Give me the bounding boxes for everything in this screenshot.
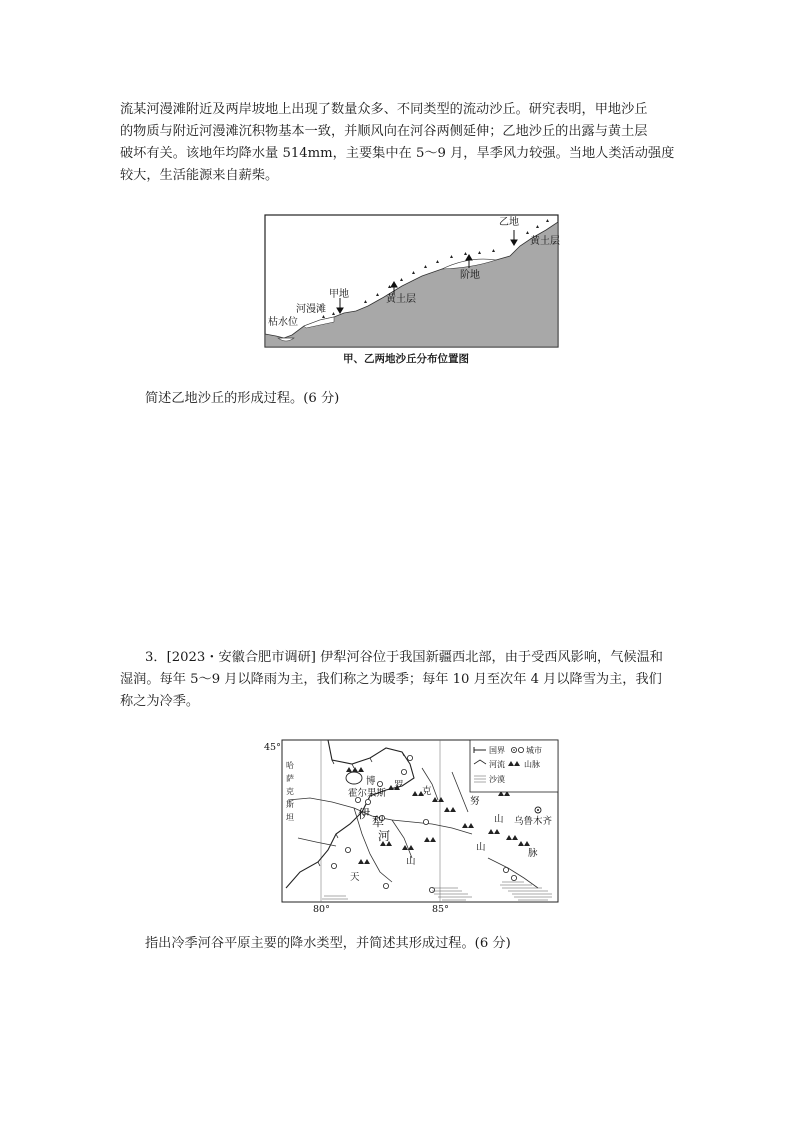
passage-line-2: 的物质与附近河漫滩沉积物基本一致，并顺风向在河谷两侧延伸；乙地沙丘的出露与黄土层 xyxy=(120,124,648,139)
question-3-line-3: 称之为冷季。 xyxy=(120,694,200,709)
legend-mountain-label: 山脉 xyxy=(524,760,540,769)
lon-80-label: 80° xyxy=(313,904,330,914)
legend-border-label: 国界 xyxy=(489,746,505,755)
question-3-line-2: 湿润。每年 5～9 月以降雨为主，我们称之为暖季；每年 10 月至次年 4 月以降雪为主，我们 xyxy=(120,672,662,687)
place-li: 犁 xyxy=(372,815,385,829)
lat-45-label: 45° xyxy=(264,742,281,753)
ili-valley-map xyxy=(262,738,562,918)
label-low-water: 枯水位 xyxy=(268,317,298,328)
question-2 xyxy=(145,388,665,410)
place-shan-low: 山 xyxy=(476,842,486,853)
place-kazakh: 哈萨克斯坦 xyxy=(286,761,294,822)
place-bo: 博 xyxy=(366,776,376,787)
place-shan-tian: 山 xyxy=(406,856,416,867)
legend-river-label: 河流 xyxy=(489,760,505,769)
passage-line-3: 破坏有关。该地年均降水量 514mm，主要集中在 5～9 月，旱季风力较强。当地人类活动强度 xyxy=(120,146,675,161)
place-he: 河 xyxy=(378,829,391,843)
figure1-caption: 甲、乙两地沙丘分布位置图 xyxy=(343,353,469,365)
passage xyxy=(120,99,675,187)
label-floodplain: 河漫滩 xyxy=(296,304,326,315)
question-4 xyxy=(145,933,665,955)
label-loess-top: 黄土层 xyxy=(530,236,560,247)
place-urumqi: 乌鲁木齐 xyxy=(514,816,553,827)
place-nu: 努 xyxy=(470,796,480,807)
question-4-text: 指出冷季河谷平原主要的降水类型，并简述其形成过程。(6 分) xyxy=(145,936,511,951)
passage-line-1: 流某河漫滩附近及两岸坡地上出现了数量众多、不同类型的流动沙丘。研究表明，甲地沙丘 xyxy=(120,102,648,117)
lon-85-label: 85° xyxy=(432,904,449,914)
place-ke: 克 xyxy=(422,786,432,797)
ili-valley-map-svg xyxy=(262,738,562,914)
place-shan-right: 山 xyxy=(494,814,504,825)
place-mai: 脉 xyxy=(528,848,538,859)
dune-cross-section-figure xyxy=(264,214,560,354)
question-2-text: 简述乙地沙丘的形成过程。(6 分) xyxy=(145,391,340,406)
cross-section-diagram xyxy=(264,214,560,350)
label-terrace: 阶地 xyxy=(460,270,480,281)
place-huoerguosi: 霍尔果斯 xyxy=(348,788,387,799)
question-3 xyxy=(120,647,665,713)
lake xyxy=(346,772,362,784)
label-jia: 甲地 xyxy=(329,289,349,300)
legend-city-label: 城市 xyxy=(526,746,542,755)
place-yi: 伊 xyxy=(358,807,371,821)
label-loess-mid: 黄土层 xyxy=(386,294,416,305)
place-tian: 天 xyxy=(350,872,360,883)
legend-desert-label: 沙漠 xyxy=(489,775,505,784)
label-yi: 乙地 xyxy=(499,217,519,228)
question-3-line-1: 3．[2023・安徽合肥市调研] 伊犁河谷位于我国新疆西北部，由于受西风影响，气候温和 xyxy=(145,650,663,665)
place-luo: 罗 xyxy=(394,780,404,791)
passage-line-4: 较大，生活能源来自薪柴。 xyxy=(120,168,279,183)
